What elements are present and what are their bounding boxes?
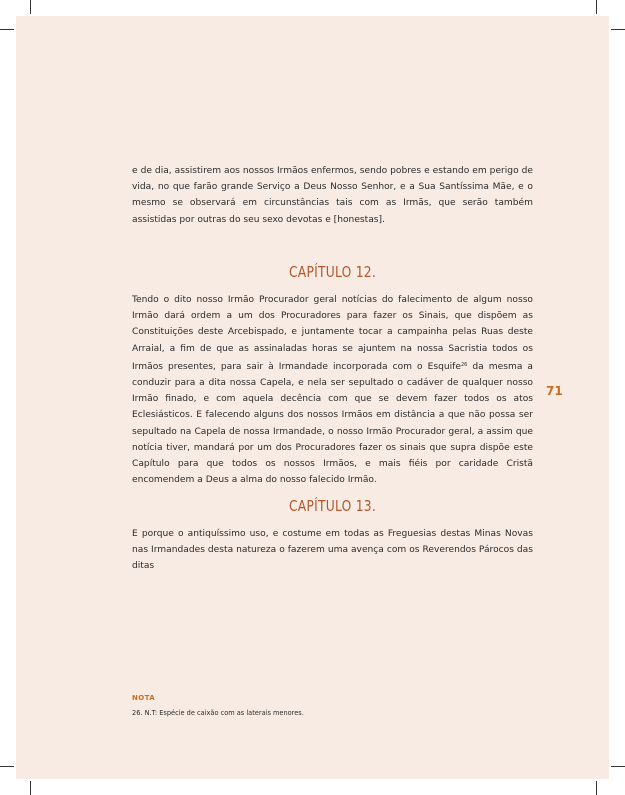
crop-mark — [611, 766, 625, 767]
crop-mark — [30, 0, 31, 14]
chapter-13-heading: CAPÍTULO 13. — [288, 497, 377, 515]
chapter-13-paragraph: E porque o antiquíssimo uso, e costume em todas as Freguesias destas Minas Novas nas Irmandades desta natureza o fazerem uma avença com os Reverendos Párocos das ditas — [132, 529, 533, 572]
footnote-reference: 26 — [460, 361, 468, 368]
crop-mark — [611, 29, 625, 30]
crop-mark — [0, 29, 14, 30]
note-label: NOTA — [132, 694, 156, 702]
chapter-12-text-cont: da mesma a conduzir para a dita nossa Capela, e nela ser sepultado o cadáver de qualquer nosso Irmão finado, e com aquela decência com que se devem fazer todos os atos Eclesiásticos. E falecendo alguns dos nossos Irmãos em distância a que não possa ser sepultado na Capela de nossa Irmandade, o nosso Irmão Procurador geral, a assim que notícia tiver, mandará por um dos Procuradores fazer os sinais que supra dispõe este Capítulo para que todos os nossos Irmãos, e mais fiéis por caridade Cristã encomendem a Deus a alma do nosso falecido Irmão. — [132, 361, 534, 486]
chapter-12-text: Tendo o dito nosso Irmão Procurador geral notícias do falecimento de algum nosso Irmão dará ordem a um dos Procuradores para fazer os Sinais, que dispõem as Constituições deste Arcebispado, e juntamente tocar a campainha pelas Ruas deste Arraial, a fim de que as assinaladas horas se ajuntem na nossa Sacristia todos os Irmãos presentes, para sair à Irmandade incorporada com o Esquife — [132, 295, 533, 372]
chapter-12-paragraph — [132, 292, 533, 488]
paragraph-continuation: e de dia, assistirem aos nossos Irmãos enfermos, sendo pobres e estando em perigo de vida, no que farão grande Serviço a Deus Nosso Senhor, e a Sua Santíssima Mãe, e o mesmo se observará em circunstâncias tais com as Irmãs, que serão também assistidas por outras do seu sexo devotas e [honestas]. — [132, 166, 533, 225]
footnote-text: 26. N.T: Espécie de caixão com as laterais menores. — [132, 709, 304, 717]
chapter-12-heading: CAPÍTULO 12. — [288, 263, 377, 281]
crop-mark — [0, 766, 14, 767]
crop-mark — [596, 781, 597, 795]
crop-mark — [30, 781, 31, 795]
page-number: 71 — [546, 384, 563, 398]
crop-mark — [596, 0, 597, 14]
